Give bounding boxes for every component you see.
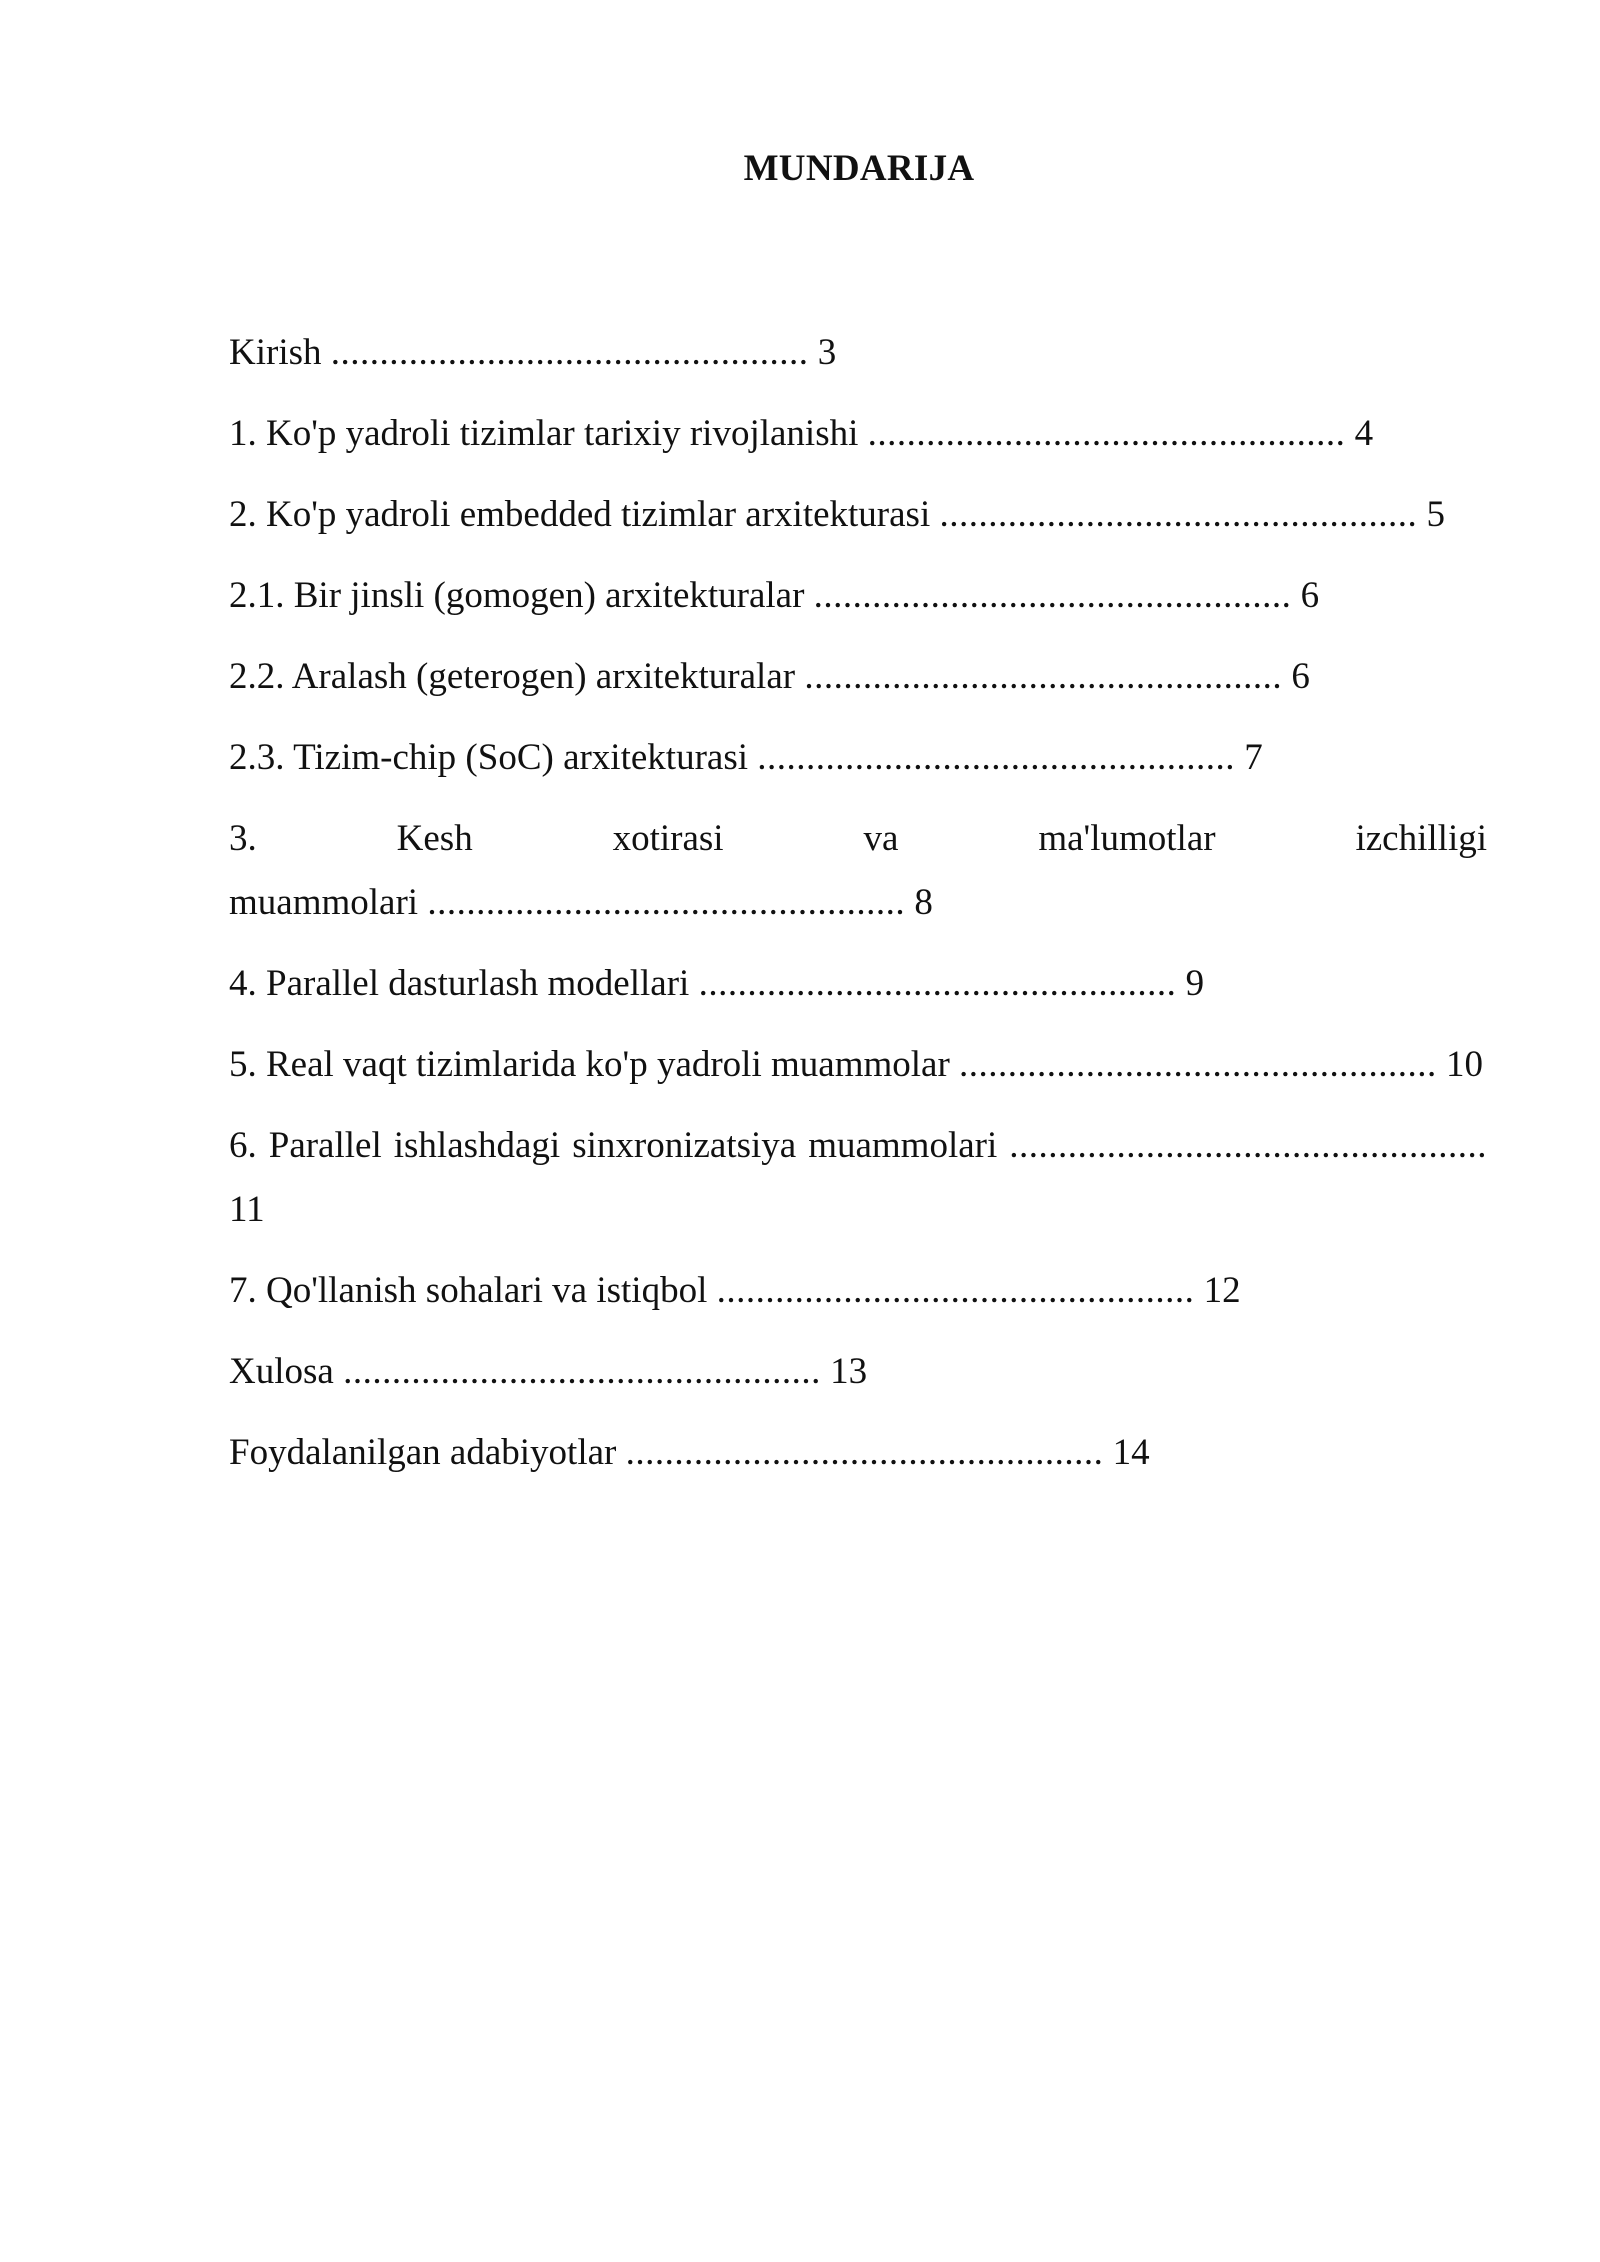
toc-entry-section-2	[229, 483, 1487, 547]
toc-entry-dots: .................................................	[959, 1044, 1437, 1085]
toc-entry-dots: .................................................	[625, 1432, 1104, 1473]
toc-entry-dots: .................................................	[804, 656, 1283, 697]
toc-entry-page: 9	[1185, 963, 1205, 1004]
toc-entry-dots: .................................................	[813, 575, 1292, 616]
toc-entry-label: Xulosa	[229, 1351, 334, 1392]
toc-entry-label: Foydalanilgan adabiyotlar	[229, 1432, 617, 1473]
toc-entry-dots: .................................................	[427, 882, 906, 923]
toc-entry-label: 2.2. Aralash (geterogen) arxitekturalar	[229, 656, 796, 697]
toc-entry-section-7	[229, 1259, 1487, 1323]
toc-entry-page: 11	[229, 1189, 265, 1230]
toc-entry-page: 10	[1446, 1044, 1484, 1085]
toc-entry-section-3	[229, 807, 1487, 935]
toc-entry-references	[229, 1421, 1487, 1485]
toc-entry-page: 4	[1354, 413, 1374, 454]
toc-entry-dots: .................................................	[939, 494, 1418, 535]
toc-entry-label: 3. Kesh xotirasi va ma'lumotlar izchilligi	[229, 818, 1487, 859]
toc-entry-dots: .................................................	[757, 737, 1235, 778]
toc-entry-section-2-2	[229, 645, 1487, 709]
toc-entry-section-4	[229, 952, 1487, 1016]
toc-entry-page: 14	[1112, 1432, 1150, 1473]
toc-entry-label: 2. Ko'p yadroli embedded tizimlar arxitekturasi	[229, 494, 931, 535]
toc-entry-section-5	[229, 1033, 1487, 1097]
toc-entry-page: 8	[914, 882, 933, 923]
toc-entry-page: 13	[830, 1351, 868, 1392]
toc-entry-dots: .................................................	[698, 963, 1177, 1004]
toc-entry-label: 6. Parallel ishlashdagi sinxronizatsiya muammolari	[229, 1125, 998, 1166]
toc-entry-xulosa	[229, 1340, 1487, 1404]
toc-entry-section-6	[229, 1114, 1487, 1242]
toc-entry-label: 4. Parallel dasturlash modellari	[229, 963, 690, 1004]
toc-entry-label: 2.1. Bir jinsli (gomogen) arxitekturalar	[229, 575, 805, 616]
toc-entry-page: 6	[1300, 575, 1320, 616]
toc-entry-page: 7	[1244, 737, 1263, 778]
toc-entry-dots: .................................................	[343, 1351, 821, 1392]
toc-entry-page: 3	[817, 332, 837, 373]
toc-entry-section-2-3	[229, 726, 1487, 790]
toc-entry-section-1	[229, 402, 1487, 466]
toc-entry-label: Kirish	[229, 332, 322, 373]
toc-entry-label: 7. Qo'llanish sohalari va istiqbol	[229, 1270, 708, 1311]
toc-entry-label: 5. Real vaqt tizimlarida ko'p yadroli muammolar	[229, 1044, 950, 1085]
toc-entry-section-2-1	[229, 564, 1487, 628]
page-title: MUNDARIJA	[743, 148, 975, 189]
toc-entry-page: 12	[1203, 1270, 1241, 1311]
toc-entry-kirish	[229, 321, 1487, 385]
toc-entry-dots: .................................................	[330, 332, 809, 373]
toc-entry-dots: .................................................	[867, 413, 1346, 454]
toc-entry-page: 5	[1426, 494, 1445, 535]
table-of-contents	[229, 321, 1487, 1502]
toc-entry-dots: .................................................	[716, 1270, 1195, 1311]
toc-entry-label: 2.3. Tizim-chip (SoC) arxitekturasi	[229, 737, 748, 778]
toc-entry-page: 6	[1291, 656, 1310, 697]
toc-entry-dots: .................................................	[1009, 1125, 1488, 1166]
toc-entry-label: 1. Ko'p yadroli tizimlar tarixiy rivojlanishi	[229, 413, 859, 454]
toc-entry-label-continued: muammolari	[229, 882, 419, 923]
